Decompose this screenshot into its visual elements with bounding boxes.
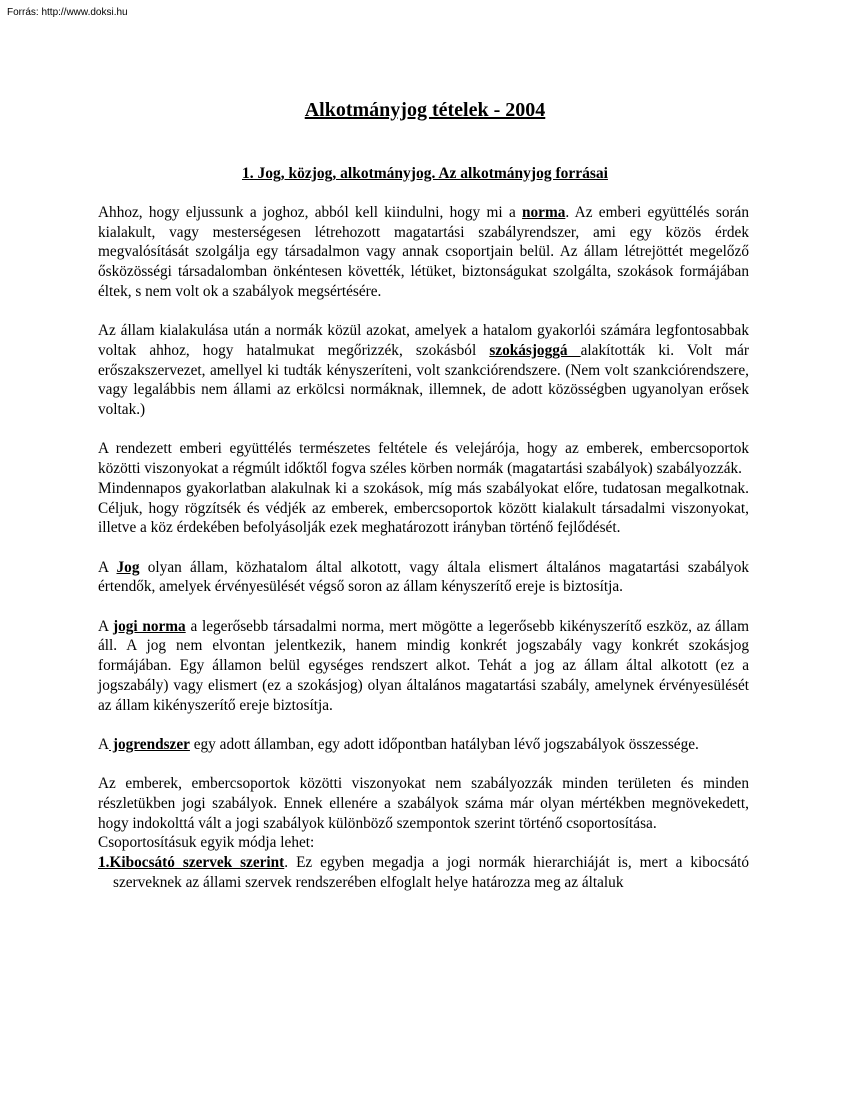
- source-label: Forrás: http://www.doksi.hu: [7, 7, 128, 18]
- paragraph-jogrendszer: A jogrendszer egy adott államban, egy adott időpontban hatályban lévő jogszabályok összessége.: [98, 735, 699, 753]
- term-norma: norma: [522, 204, 566, 221]
- section-title: 1. Jog, közjog, alkotmányjog. Az alkotmányjog forrásai: [242, 165, 608, 182]
- term-jogrendszer: jogrendszer: [109, 735, 190, 753]
- term-szokasjog: szokásjoggá: [489, 341, 581, 359]
- paragraph-jog: A Jog olyan állam, közhatalom által alkotott, vagy általa elismert általános magatartási szabályok értendők, amelyek érvényesülését végső soron az állam kényszerítő ereje is biztosítja.: [98, 558, 750, 596]
- term-jogi-norma: jogi norma: [112, 617, 186, 635]
- paragraph-csoportositas: Az emberek, embercsoportok közötti viszonyokat nem szabályozzák minden területen és minden részletükben jogi szabályok. Ennek ellenére a szabályok száma már olyan mértékben megnövekedett, hogy indokolttá vált a jogi szabályok különböző szempontok szerint történő csoportosítása.: [98, 775, 749, 832]
- paragraph-csoportositas-modja: Csoportosításuk egyik módja lehet:: [98, 834, 315, 852]
- paragraph-szokasok: Mindennapos gyakorlatban alakulnak ki a szokások, míg más szabályokat előre, tudatosan megalkotnak. Céljuk, hogy rögzítsék és védjék az emberek, embercsoportok között kialakult társadalmi viszonyokat, illetve a köz érdekében befolyásolják ezek meghatározott irányban történő fejlődését.: [98, 479, 749, 537]
- term-kibocsato-szervek: 1.Kibocsátó szervek szerint: [98, 854, 285, 872]
- list-item-kibocsato: 1.Kibocsátó szervek szerint. Ez egyben megadja a jogi normák hierarchiáját is, mert a kibocsátó szerveknek az állami szervek rendszerében elfoglalt helye határozza meg az általuk: [98, 854, 750, 891]
- paragraph-jogi-norma: A jogi norma a legerősebb társadalmi norma, mert mögötte a legerősebb kikényszerítő eszköz, az állam áll. A jog nem elvontan jelentkezik, hanem mindig konkrét jogszabály vagy konkrét szokásjog formájában. Egy államon belül egységes rendszert alkot. Tehát a jog az állam által alkotott (ez a jogszabály) vagy elismert (ez a szokásjog) olyan általános magatartási szabály, amelynek érvényesülését az állam kikényszerítő ereje biztosítja.: [98, 617, 749, 714]
- term-jog: Jog: [116, 558, 140, 576]
- paragraph-norma: Ahhoz, hogy eljussunk a joghoz, abból kell kiindulni, hogy mi a norma. Az emberi együttélés során kialakult, vagy mesterségesen létrehozott magatartási szabályrendszer, ami egy közös érdek megvalósítását szolgálja egy társadalmon vagy annak csoportjain belül. Az állam létrejöttét megelőző ősközösségi társadalomban önkéntesen követték, létüket, biztonságukat szolgálta, szokások formájában éltek, s nem volt ok a szabályok megsértésére.: [98, 204, 749, 300]
- paragraph-egyutteles: A rendezett emberi együttélés természetes feltétele és velejárója, hogy az emberek, embercsoportok közötti viszonyokat a régmúlt időktől fogva széles körben normák (magatartási szabályok) szabályozzák.: [98, 440, 749, 478]
- document-body: [98, 203, 749, 893]
- paragraph-szokasjog: Az állam kialakulása után a normák közül azokat, amelyek a hatalom gyakorlói számára legfontosabbak voltak ahhoz, hogy hatalmukat megőrizzék, szokásból szokásjoggá alakították ki. Volt már erőszakszervezet, amellyel ki tudták kényszeríteni, volt szankciórendszere. (Nem volt szankciórendszere, vagy legalábbis nem állami az erkölcsi normáknak, illemnek, de adott közösségben ugyanolyan erősek voltak.): [98, 322, 749, 419]
- page-title: Alkotmányjog tételek - 2004: [304, 99, 546, 121]
